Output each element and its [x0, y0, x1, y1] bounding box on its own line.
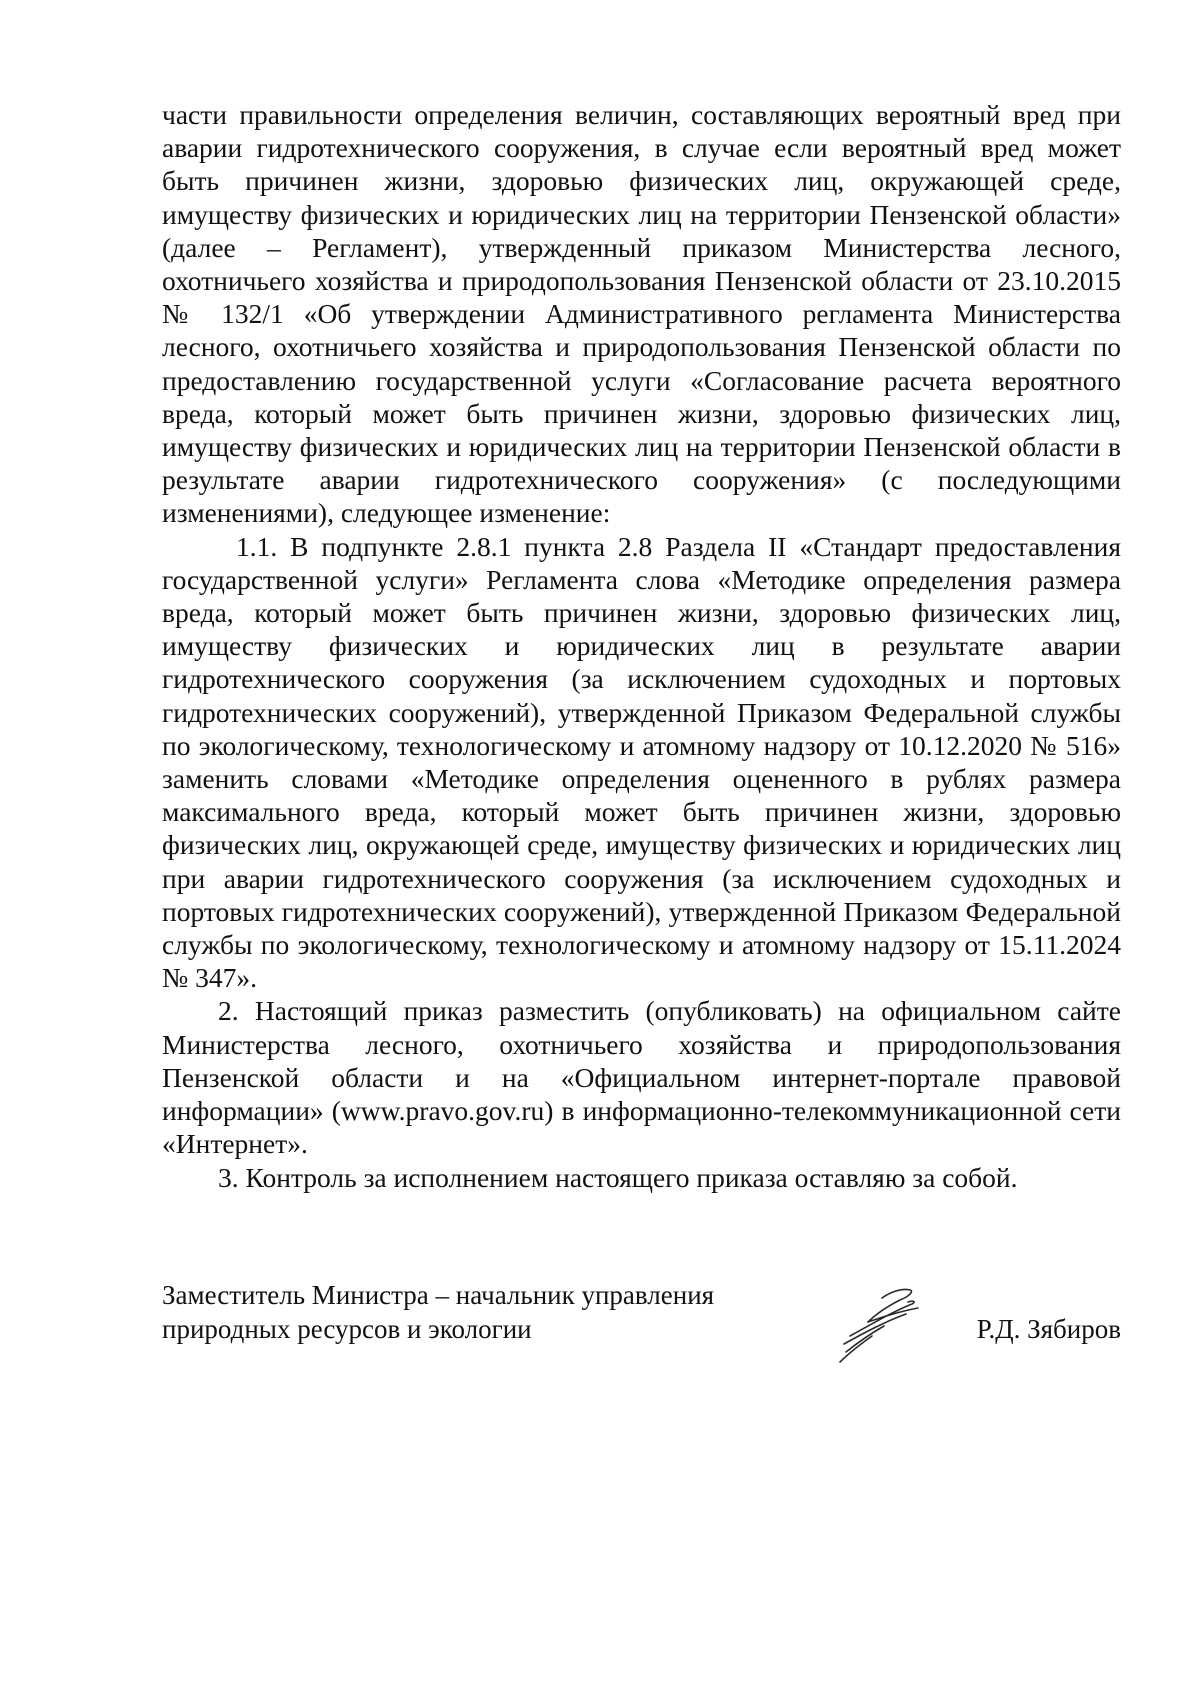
paragraph-item-3: 3. Контроль за исполнением настоящего приказа оставляю за собой. [218, 1161, 1018, 1193]
document-body [162, 98, 1121, 1194]
handwritten-signature-icon [822, 1278, 932, 1368]
paragraph-continuation: части правильности определения величин, составляющих вероятный вред при аварии гидротехнического сооружения, в случае если вероятный вред может быть причинен жизни, здоровью физических лиц, окружающей среде, имуществу физических и юридических лиц на территории Пензенской области» (далее – Регламент), утвержденный приказом Министерства лесного, охотничьего хозяйства и природопользования Пензенской области от 23.10.2015 № 132/1 «Об утверждении Административного регламента Министерства лесного, охотничьего хозяйства и природопользования Пензенской области по предоставлению государственной услуги «Согласование расчета вероятного вреда, который может быть причинен жизни, здоровью физических лиц, имуществу физических и юридических лиц на территории Пензенской области в результате аварии гидротехнического сооружения» (с последующими изменениями), следующее изменение: [162, 99, 1121, 529]
signer-position-line-2: природных ресурсов и экологии [162, 1314, 532, 1344]
signer-name: Р.Д. Зябиров [976, 1314, 1121, 1344]
signature-block [162, 1278, 1121, 1378]
signer-position-line-1: Заместитель Министра – начальник управления [162, 1280, 715, 1310]
signer-position [162, 1278, 714, 1346]
paragraph-item-1-1: 1.1. В подпункте 2.8.1 пункта 2.8 Раздела II «Стандарт предоставления государственной услуги» Регламента слова «Методике определения размера вреда, который может быть причинен жизни, здоровью физических лиц, имуществу физических и юридических лиц в результате аварии гидротехнического сооружения (за исключением судоходных и портовых гидротехнических сооружений), утвержденной Приказом Федеральной службы по экологическому, технологическому и атомному надзору от 10.12.2020 № 516» заменить словами «Методике определения оцененного в рублях размера максимального вреда, который может быть причинен жизни, здоровью физических лиц, окружающей среде, имуществу физических и юридических лиц при аварии гидротехнического сооружения (за исключением судоходных и портовых гидротехнических сооружений), утвержденной Приказом Федеральной службы по экологическому, технологическому и атомному надзору от 15.11.2024 № 347». [162, 530, 1121, 994]
paragraph-item-2: 2. Настоящий приказ разместить (опубликовать) на официальном сайте Министерства лесного, охотничьего хозяйства и природопользования Пензенской области и на «Официальном интернет-портале правовой информации» (www.pravo.gov.ru) в информационно-телекоммуникационной сети «Интернет». [162, 995, 1121, 1160]
